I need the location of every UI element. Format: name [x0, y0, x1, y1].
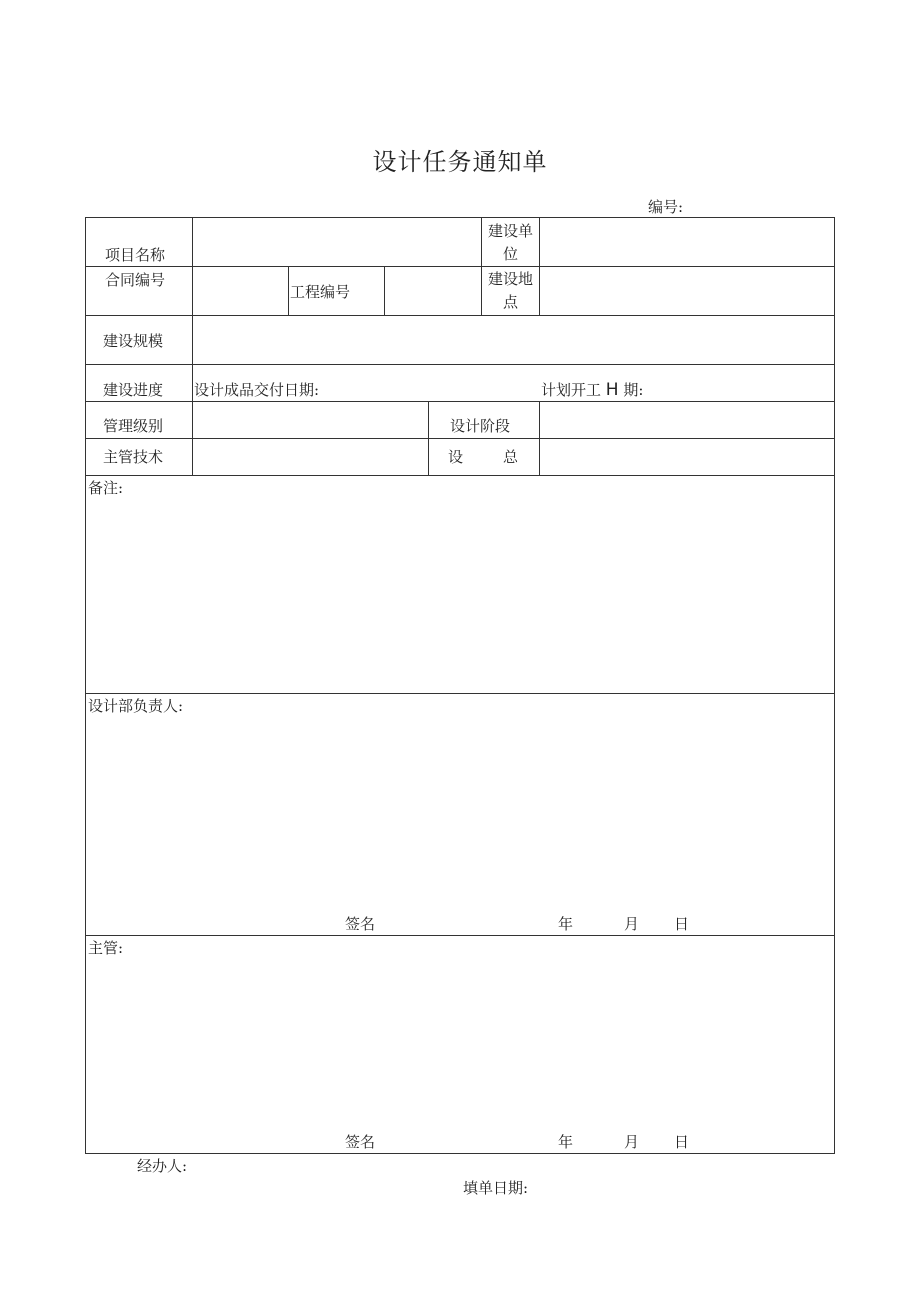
- label-builder-unit-line2: 位: [502, 245, 518, 263]
- label-contract-no: 合同编号: [105, 271, 166, 289]
- label-design-chief-a: 设: [448, 448, 464, 466]
- col-divider: [428, 401, 429, 475]
- col-divider: [288, 266, 289, 315]
- serial-number-label: 编号:: [648, 198, 684, 216]
- label-start-date: [541, 380, 643, 400]
- table-border-bottom: [85, 1153, 835, 1154]
- sign-label: 签名: [345, 1133, 376, 1151]
- start-date-suffix: 期:: [623, 381, 644, 399]
- col-divider: [539, 217, 540, 315]
- label-build-progress: 建设进度: [103, 381, 164, 399]
- label-build-scale: 建设规模: [103, 332, 164, 350]
- start-date-prefix: 计划开工: [541, 381, 602, 399]
- label-design-chief-b: 总: [503, 448, 519, 466]
- row-divider: [85, 266, 835, 267]
- row-divider: [85, 935, 835, 936]
- year-label: 年: [558, 1133, 574, 1151]
- label-project-name: 项目名称: [105, 246, 166, 264]
- label-handler: 经办人:: [137, 1157, 188, 1175]
- label-remarks: 备注:: [88, 479, 124, 497]
- table-border-left: [85, 217, 86, 1154]
- start-date-h: H: [605, 380, 619, 400]
- label-engineering-no: 工程编号: [290, 283, 351, 301]
- month-label: 月: [624, 1133, 640, 1151]
- sign-label: 签名: [345, 915, 376, 933]
- label-supervisor: 主管:: [88, 939, 124, 957]
- row-divider: [85, 315, 835, 316]
- page-title: 设计任务通知单: [372, 148, 548, 176]
- label-build-site: [482, 268, 539, 314]
- label-supervisor-tech: 主管技术: [103, 448, 164, 466]
- row-divider: [85, 475, 835, 476]
- label-fill-date: 填单日期:: [463, 1179, 529, 1197]
- row-divider: [85, 693, 835, 694]
- label-design-stage: 设计阶段: [450, 417, 511, 435]
- row-divider: [85, 438, 835, 439]
- table-border-top: [85, 217, 835, 218]
- col-divider: [384, 266, 385, 315]
- label-builder-unit: [482, 220, 539, 266]
- label-builder-unit-line1: 建设单: [487, 222, 533, 240]
- day-label: 日: [674, 1133, 690, 1151]
- label-build-site-line1: 建设地: [487, 270, 533, 288]
- label-dept-head: 设计部负责人:: [88, 697, 184, 715]
- month-label: 月: [624, 915, 640, 933]
- label-delivery-date: 设计成品交付日期:: [194, 381, 320, 399]
- row-divider: [85, 401, 835, 402]
- row-divider: [85, 364, 835, 365]
- label-mgmt-level: 管理级别: [103, 417, 164, 435]
- col-divider: [192, 217, 193, 475]
- table-border-right: [834, 217, 835, 1154]
- year-label: 年: [558, 915, 574, 933]
- day-label: 日: [674, 915, 690, 933]
- label-build-site-line2: 点: [502, 293, 518, 311]
- col-divider: [539, 401, 540, 475]
